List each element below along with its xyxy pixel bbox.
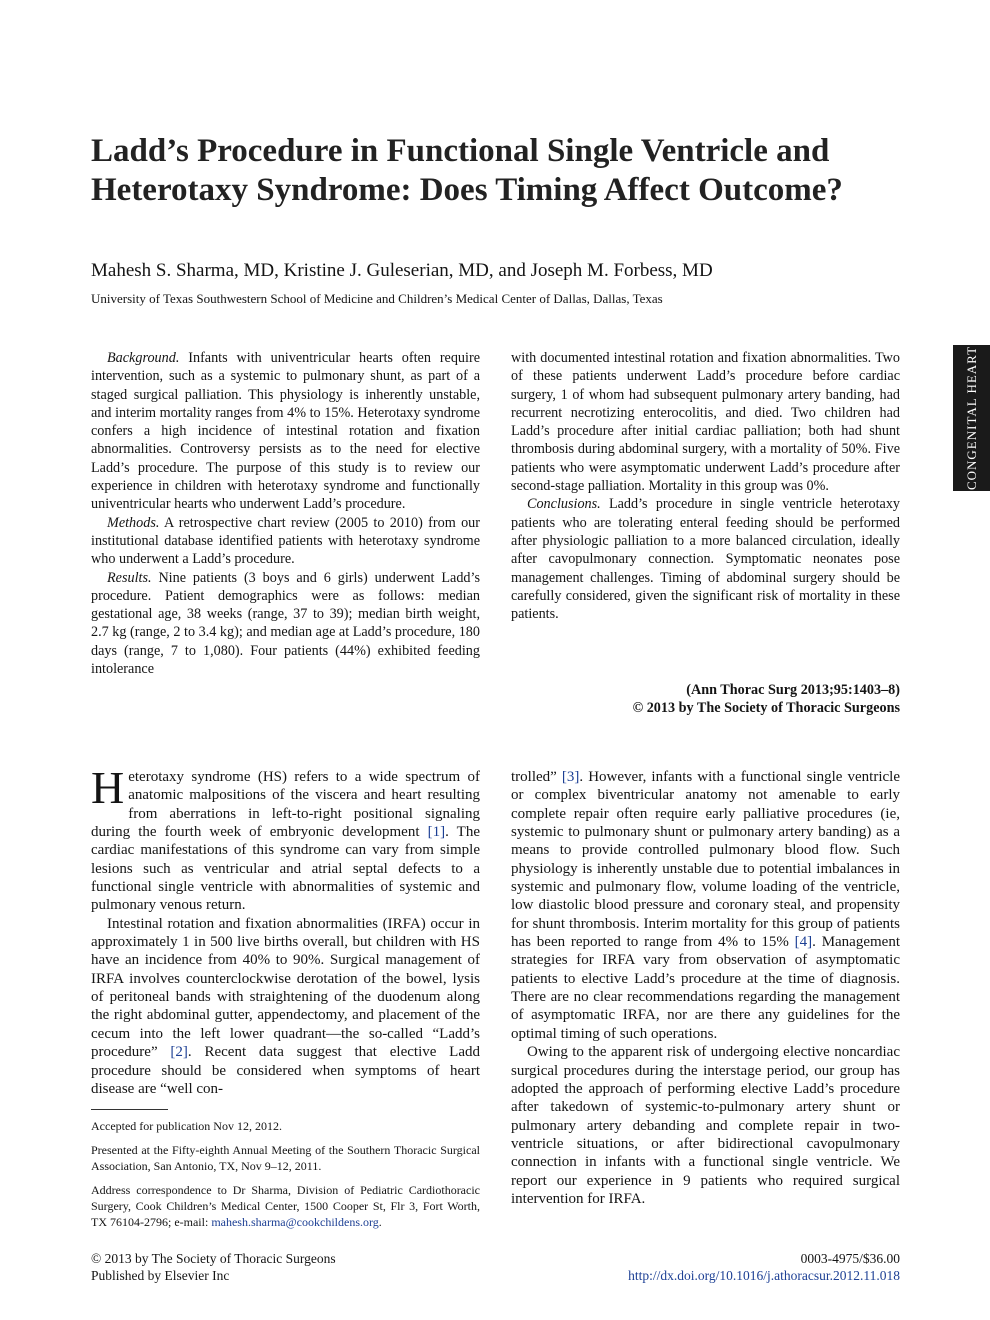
body-paragraph-1: Heterotaxy syndrome (HS) refers to a wide spectrum of anatomic malpositions of the viscera and heart resulting from aberrations in left-to-right positional signaling during the fourth week of embryonic development [1]. The cardiac manifestations of this syndrome can vary from simple lesions such as ventricular and atrial septal defects to a functional single ventricle with abnormalities of systemic and pulmonary venous return.	[91, 762, 480, 914]
abstract-left-column	[91, 349, 480, 678]
methods-text: A retrospective chart review (2005 to 2010) from our institutional database identified patients with heterotaxy syndrome who underwent a Ladd’s procedure.	[91, 514, 480, 568]
section-tab-label: CONGENITAL HEART	[963, 345, 979, 491]
footer-issn: 0003-4975/$36.00	[800, 1251, 900, 1266]
body-paragraph-2: Intestinal rotation and fixation abnormalities (IRFA) occur in approximately 1 in 500 live births overall, but children with HS have an incidence from 40% to 90%. Surgical management of IRFA involves counterclockwise derotation of the bowel, lysis of peritoneal bands with straightening of the duodenum along the right abdominal gutter, appendectomy, and placement of the cecum into the left lower quadrant—the so-called “Ladd’s procedure” [2]. Recent data suggest that elective Ladd procedure should be considered when symptoms of heart disease are “well con-	[91, 915, 481, 1097]
body-left-column	[91, 762, 481, 1098]
body-paragraph-3: Owing to the apparent risk of undergoing elective noncardiac surgical procedures during the interstage period, our group has adopted the approach of performing elective Ladd’s procedure after takedown of systemic-to-pulmonary artery shunt or pulmonary artery debanding and complete repair in two-ventricle situations, or after bidirectional cavopulmonary connection in infants with a functional single ventricle. We report our experience in 9 patients who required surgical intervention for IRFA.	[511, 1044, 900, 1207]
abstract-methods	[91, 514, 480, 569]
citation-block	[511, 681, 900, 718]
methods-label: Methods.	[107, 514, 160, 531]
footer-copyright: © 2013 by The Society of Thoracic Surgeons	[91, 1251, 336, 1266]
body-paragraph-2-continued: trolled” [3]. However, infants with a functional single ventricle or complex biventricular anatomy not amenable to early complete repair often require early palliative procedures (ie, systemic to pulmonary shunt or pulmonary artery banding) as a means to provide controlled pulmonary blood flow. Such physiology is inherently unstable due to potential imbalances in systemic and pulmonary flow, volume loading of the ventricle, low diastolic blood pressure and coronary steal, and propensity for shunt thrombosis. Interim mortality for this group of patients has been reported to range from 4% to 15% [4]. Management strategies for IRFA vary from observation of asymptomatic patients to elective Ladd’s procedure at the time of diagnosis. There are no clear recommendations regarding the management of asymptomatic IRFA, nor are there any guidelines for the optimal timing of such operations.	[511, 769, 900, 1042]
affiliation: University of Texas Southwestern School of Medicine and Children’s Medical Center of Dallas, Dallas, Texas	[91, 291, 663, 306]
conclusions-label: Conclusions.	[527, 496, 601, 513]
footer-left	[91, 1250, 336, 1284]
background-label: Background.	[107, 350, 180, 366]
footer-right	[628, 1250, 900, 1284]
footnote-presented: Presented at the Fifty-eighth Annual Meeting of the Southern Thoracic Surgical Association, San Antonio, TX, Nov 9–12, 2011.	[91, 1143, 480, 1173]
abstract-copyright: © 2013 by The Society of Thoracic Surgeons	[632, 700, 900, 717]
abstract-results-continued: with documented intestinal rotation and fixation abnormalities. Two of these patients underwent Ladd’s procedure before cardiac surgery, 1 of whom had subsequent pulmonary artery banding, had recurrent necrotizing enterocolitis, and died. Two children had Ladd’s procedure after initial cardiac palliation; both had shunt thrombosis during abdominal surgery, with a mortality of 50%. Five patients who were asymptomatic underwent Ladd’s procedure after second-stage palliation. Mortality in this group was 0%.	[511, 350, 900, 495]
background-text: Infants with univentricular hearts often require intervention, such as a systemic to pulmonary shunt, as part of a staged surgical palliation. This physiology is inherently unstable, and interim mortality ranges from 4% to 15%. Heterotaxy syndrome confers a high incidence of intestinal rotation and fixation abnormalities. Controversy persists as to the need for elective Ladd’s procedure. The purpose of this study is to review our experience in children with heterotaxy syndrome and functionally univentricular hearts who underwent Ladd’s procedure.	[91, 350, 480, 513]
doi-link[interactable]: http://dx.doi.org/10.1016/j.athoracsur.2012.11.018	[628, 1268, 900, 1283]
conclusions-text: Ladd’s procedure in single ventricle heterotaxy patients who are tolerating enteral feeding should be performed after physiologic palliation to a more balanced circulation, ideally after cavopulmonary connection. Symptomatic neonates pose management challenges. Timing of abdominal surgery should be carefully considered, given the significant risk of mortality in these patients.	[511, 496, 901, 623]
section-tab	[953, 345, 990, 491]
abstract-conclusions	[511, 495, 900, 623]
journal-citation: (Ann Thorac Surg 2013;95:1403–8)	[686, 682, 900, 698]
reference-link-2[interactable]: [2]	[170, 1044, 188, 1061]
results-label: Results.	[107, 569, 152, 586]
reference-link-4[interactable]: [4]	[794, 934, 813, 951]
author-list: Mahesh S. Sharma, MD, Kristine J. Guleserian, MD, and Joseph M. Forbess, MD	[91, 260, 713, 281]
footer-publisher: Published by Elsevier Inc	[91, 1268, 230, 1283]
footnote-divider	[91, 1109, 168, 1110]
abstract-background	[91, 349, 480, 514]
abstract-right-column	[511, 349, 900, 623]
results-text: Nine patients (3 boys and 6 girls) underwent Ladd’s procedure. Patient demographics were as follows: median gestational age, 38 weeks (range, 37 to 39); median birth weight, 2.7 kg (range, 2 to 3.4 kg); and median age at Ladd’s procedure, 180 days (range, 7 to 1,080). Four patients (44%) exhibited feeding intolerance	[91, 569, 480, 678]
drop-cap: H	[91, 762, 125, 813]
abstract-results	[91, 569, 480, 679]
article-title: Ladd’s Procedure in Functional Single Ventricle and Heterotaxy Syndrome: Does Timing Affect Outcome?	[91, 133, 843, 208]
footnote-address: Address correspondence to Dr Sharma, Division of Pediatric Cardiothoracic Surgery, Cook Children’s Medical Center, 1500 Cooper St, Flr 3, Fort Worth, TX 76104-2796; e-mail: mahesh.sharma@cookchildens.org.	[91, 1183, 480, 1229]
reference-link-3[interactable]: [3]	[561, 769, 580, 785]
footnote-accepted: Accepted for publication Nov 12, 2012.	[91, 1119, 282, 1133]
reference-link-1[interactable]: [1]	[427, 824, 446, 841]
body-right-column	[511, 768, 900, 1208]
email-link[interactable]: mahesh.sharma@cookchildens.org	[211, 1215, 379, 1229]
